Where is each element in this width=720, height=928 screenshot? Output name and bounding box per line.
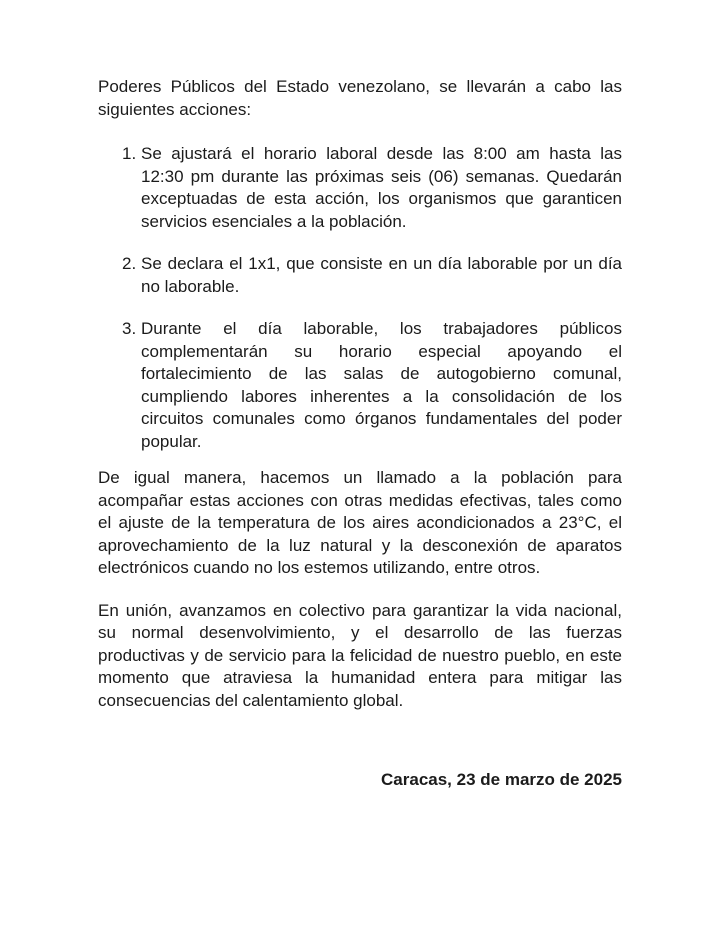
list-item-text: Durante el día laborable, los trabajadores públicos complementarán su horario especial apoyando el fortalecimiento de las salas de autogobierno comunal, cumpliendo labores inherentes a la consolidación de los circuitos comunales como órganos fundamentales del poder popular. (141, 319, 622, 451)
call-to-action-paragraph: De igual manera, hacemos un llamado a la población para acompañar estas acciones con otras medidas efectivas, tales como el ajuste de la temperatura de los aires acondicionados a 23°C, el aprovechamiento de la luz natural y la desconexión de aparatos electrónicos cuando no los estemos utilizando, entre otros. (98, 468, 622, 577)
closing-paragraph: En unión, avanzamos en colectivo para garantizar la vida nacional, su normal desenvolvimiento, y el desarrollo de las fuerzas productivas y de servicio para la felicidad de nuestro pueblo, en este momento que atraviesa la humanidad entera para mitigar las consecuencias del calentamiento global. (98, 600, 622, 710)
list-item-number: 3. (122, 319, 137, 338)
list-item-number: 1. (122, 144, 137, 163)
list-item-text: Se ajustará el horario laboral desde las 8:00 am hasta las 12:30 pm durante las próximas seis (06) semanas. Quedarán exceptuadas de esta acción, los organismos que garanticen servicios esenciales a la población. (141, 144, 622, 231)
list-item (98, 318, 622, 453)
dateline: Caracas, 23 de marzo de 2025 (381, 770, 622, 789)
list-item (98, 143, 622, 233)
intro-paragraph: Poderes Públicos del Estado venezolano, se llevarán a cabo las siguientes acciones: (98, 77, 622, 119)
list-item-number: 2. (122, 254, 137, 273)
actions-ordered-list (98, 143, 622, 453)
list-item (98, 253, 622, 298)
list-item-text: Se declara el 1x1, que consiste en un día laborable por un día no laborable. (141, 254, 622, 296)
